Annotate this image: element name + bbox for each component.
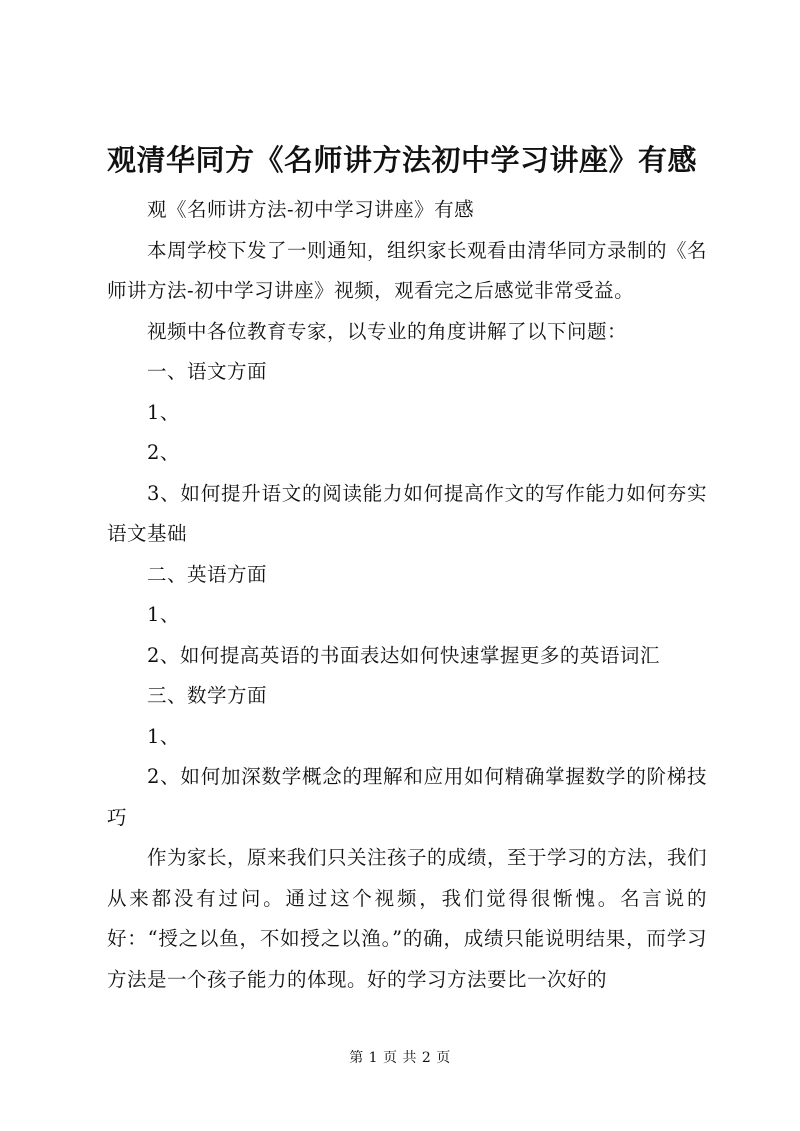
paragraph-problems: 视频中各位教育专家，以专业的角度讲解了以下问题： — [147, 319, 628, 343]
paragraph-reflection: 作为家长，原来我们只关注孩子的成绩，至于学习的方法，我们从来都没有过问。通过这个视频，我们觉得很惭愧。名言说的好：“授之以鱼，不如授之以渔。”的确，成绩只能说明结果，而学习方法是一个孩子能力的体现。好的学习方法要比一次好的 — [107, 846, 708, 991]
paragraph-intro: 本周学校下发了一则通知，组织家长观看由清华同方录制的《名师讲方法-初中学习讲座》视频，观看完之后感觉非常受益。 — [107, 238, 708, 302]
section-heading-math: 三、数学方面 — [147, 684, 268, 707]
list-item: 1、 — [147, 400, 180, 424]
list-item: 3、如何提升语文的阅读能力如何提高作文的写作能力如何夯实语文基础 — [107, 481, 707, 545]
document-body — [107, 190, 707, 1000]
page-footer: 第 1 页 共 2 页 — [349, 1050, 451, 1066]
paragraph-subtitle: 观《名师讲方法-初中学习讲座》有感 — [147, 198, 475, 221]
document-title: 观清华同方《名师讲方法初中学习讲座》有感 — [107, 143, 698, 177]
list-item: 2、 — [147, 441, 180, 464]
section-heading-english: 二、英语方面 — [147, 562, 268, 586]
list-item: 1、 — [147, 603, 180, 626]
section-heading-chinese: 一、语文方面 — [147, 360, 268, 383]
list-item: 1、 — [147, 724, 180, 748]
list-item: 2、如何提高英语的书面表达如何快速掌握更多的英语词汇 — [147, 643, 660, 667]
list-item: 2、如何加深数学概念的理解和应用如何精确掌握数学的阶梯技巧 — [107, 765, 707, 829]
